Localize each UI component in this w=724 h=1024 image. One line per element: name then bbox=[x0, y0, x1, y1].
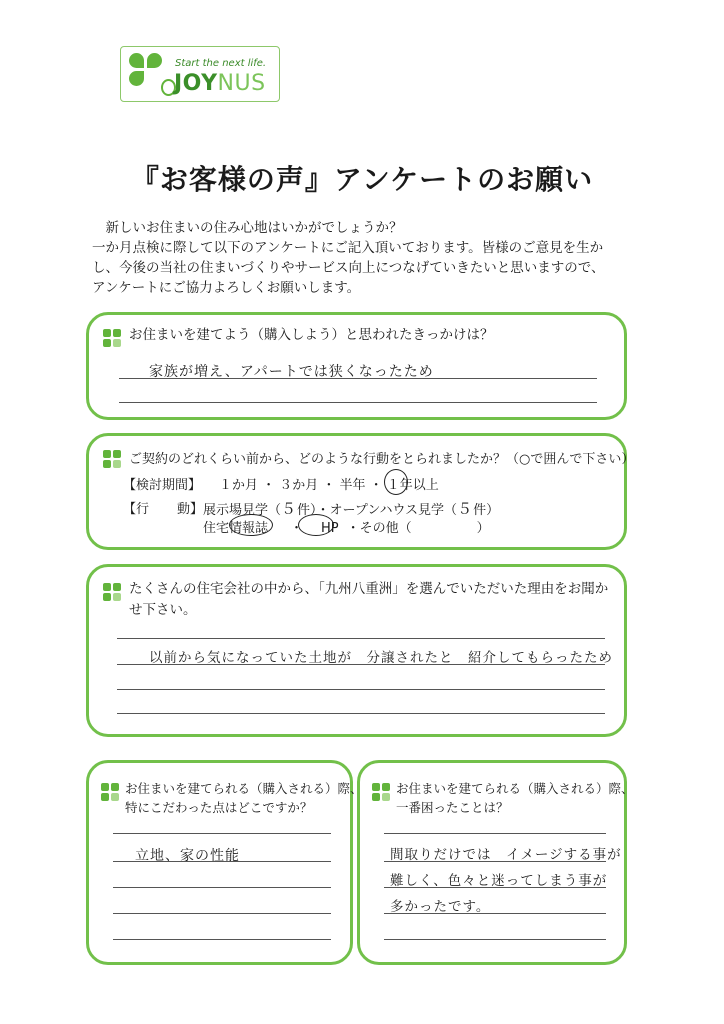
period-options: １か月 ・ ３か月 ・ 半年 ・ １年以上 bbox=[219, 478, 439, 493]
answer-1-text: 家族が増え、アパートでは狭くなったため bbox=[149, 364, 434, 380]
answer-line bbox=[384, 913, 606, 914]
clover-bullet-icon bbox=[101, 783, 119, 801]
question-2-text: ご契約のどれくらい前から、どのような行動をとられましたか？（○で囲んで下さい） bbox=[129, 452, 635, 467]
selected-circle-mark bbox=[384, 469, 408, 495]
showroom-count: ５ bbox=[281, 500, 298, 518]
answer-line bbox=[113, 913, 331, 914]
question-3-text-line-1: たくさんの住宅会社の中から、「九州八重洲」を選んでいただいた理由をお聞か bbox=[129, 581, 609, 597]
selected-circle-mark bbox=[298, 514, 334, 536]
clover-bullet-icon bbox=[103, 450, 121, 468]
intro-line: 一か月点検に際して以下のアンケートにご記入頂いております。皆様のご意見を生か bbox=[92, 240, 604, 256]
period-label: 【検討期間】 bbox=[123, 478, 202, 493]
logo-leaf-icon bbox=[129, 71, 144, 86]
action-line-2: 住宅情報誌 ・ HP ・その他（ ） bbox=[203, 521, 490, 536]
answer-line bbox=[384, 833, 606, 834]
answer-line bbox=[117, 689, 605, 690]
intro-line: アンケートにご協力よろしくお願いします。 bbox=[92, 280, 361, 296]
answer-line bbox=[113, 939, 331, 940]
answer-3-text: 以前から気になっていた土地が 分譲されたと 紹介してもらったため bbox=[149, 650, 613, 666]
question-box-2 bbox=[86, 433, 635, 550]
question-box-5 bbox=[357, 760, 634, 965]
question-5-text-line-2: 一番困ったことは？ bbox=[396, 800, 509, 815]
logo-brand: JOYNUS bbox=[174, 71, 266, 96]
action-line-1: 展示場見学（５件）・オープンハウス見学（５件） bbox=[203, 500, 500, 518]
selected-circle-mark bbox=[229, 514, 273, 536]
question-box-3 bbox=[86, 564, 627, 737]
question-3-text-line-2: せ下さい。 bbox=[129, 602, 197, 618]
answer-line bbox=[117, 638, 605, 639]
question-1-text: お住まいを建てよう（購入しよう）と思われたきっかけは？ bbox=[129, 327, 494, 343]
answer-5-line-1: 間取りだけでは イメージする事が bbox=[390, 847, 622, 863]
answer-line bbox=[384, 939, 606, 940]
answer-4-text: 立地、家の性能 bbox=[135, 848, 240, 864]
openhouse-count: ５ bbox=[457, 500, 474, 518]
answer-line bbox=[113, 887, 331, 888]
question-5-text-line-1: お住まいを建てられる（購入される）際、 bbox=[396, 781, 634, 796]
intro-line: し、今後の当社の住まいづくりやサービス向上につなげていきたいと思いますので、 bbox=[92, 260, 605, 276]
answer-line bbox=[384, 887, 606, 888]
action-label: 【行 動】 bbox=[123, 502, 204, 517]
clover-bullet-icon bbox=[103, 583, 121, 601]
answer-line bbox=[384, 861, 606, 862]
question-box-4 bbox=[86, 760, 363, 965]
joynus-logo bbox=[120, 46, 280, 102]
clover-bullet-icon bbox=[372, 783, 390, 801]
answer-line bbox=[113, 833, 331, 834]
question-4-text-line-2: 特にこだわった点はどこですか？ bbox=[125, 800, 313, 815]
logo-leaf-icon bbox=[129, 53, 144, 68]
question-4-text-line-1: お住まいを建てられる（購入される）際、 bbox=[125, 781, 363, 796]
page-title: 『お客様の声』アンケートのお願い bbox=[130, 163, 594, 196]
intro-text bbox=[92, 218, 672, 298]
logo-tagline: Start the next life. bbox=[175, 58, 267, 69]
answer-line bbox=[119, 378, 597, 379]
answer-line bbox=[113, 861, 331, 862]
answer-5-line-3: 多かったです。 bbox=[390, 899, 491, 915]
question-box-1 bbox=[86, 312, 627, 420]
answer-line bbox=[119, 402, 597, 403]
intro-line: 新しいお住まいの住み心地はいかがでしょうか？ bbox=[92, 220, 403, 236]
answer-line bbox=[117, 713, 605, 714]
answer-5-line-2: 難しく、色々と迷ってしまう事が bbox=[390, 873, 608, 889]
logo-leaf-icon bbox=[147, 53, 162, 68]
answer-line bbox=[117, 664, 605, 665]
clover-bullet-icon bbox=[103, 329, 121, 347]
